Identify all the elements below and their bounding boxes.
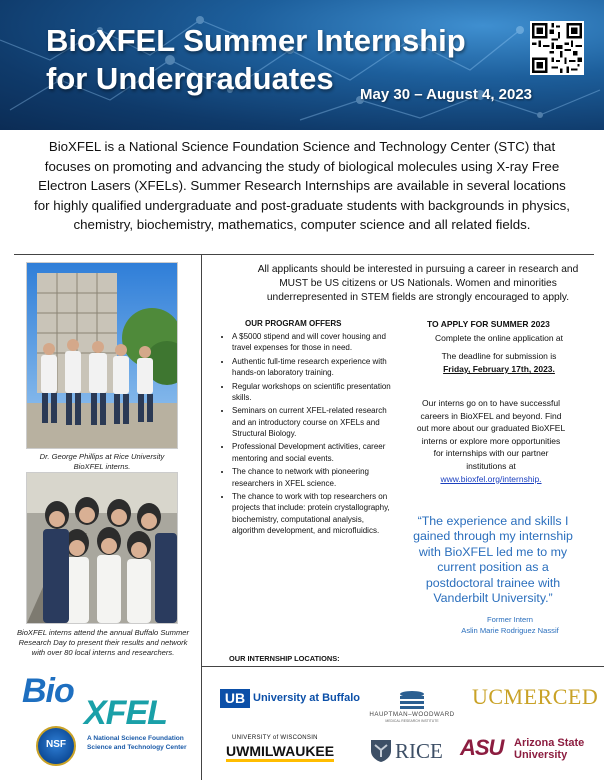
hwi-name: HAUPTMAN–WOODWARD — [369, 711, 455, 718]
eligibility-paragraph: All applicants should be interested in pursuing a career in research and MUST be US citizens or US Nationals. Women and minorities underrepresented in STEM fields are strongly encouraged to apply. — [257, 264, 579, 303]
ub-mark-icon: UB — [220, 689, 250, 708]
offers-heading: OUR PROGRAM OFFERS — [245, 319, 342, 328]
buffalo-interns-photo — [26, 472, 178, 624]
list-item: • Authentic full-time research experience with hands-on laboratory training. — [232, 356, 392, 379]
program-dates: May 30 – August 4, 2023 — [360, 86, 533, 103]
locations-heading: OUR INTERNSHIP LOCATIONS: — [229, 654, 340, 663]
list-item: • A $5000 stipend and will cover housing and travel expenses for those in need. — [232, 331, 392, 354]
apply-heading: TO APPLY FOR SUMMER 2023 — [427, 319, 550, 329]
intro-paragraph: BioXFEL is a National Science Foundation Science and Technology Center (STC) that focuses on promoting and advancing the study of biological molecules using X-ray Free Electron Lasers (XFELs). Summer Research Internships are available in several locations for highly qualified undergraduate and post-graduate students with backgrounds in physics, chemistry, biochemistry, mathematics, computer science and all related fields. — [34, 139, 570, 232]
internship-link[interactable]: www.bioxfel.org/internship. — [440, 473, 542, 484]
hwi-subtitle: MEDICAL RESEARCH INSTITUTE — [385, 719, 439, 723]
rice-name: RICE — [395, 739, 443, 763]
tagline-line-1: A National Science Foundation — [87, 735, 184, 742]
list-item: • Professional Development activities, career mentoring and social events. — [232, 441, 392, 464]
apply-instructions: Complete the online application at — [434, 333, 564, 343]
list-item: • The chance to work with top researchers on projects that include: protein crystallography, biochemistry, computational analysis, algorithm development, and microfluidics. — [232, 491, 392, 536]
title-line-2: for Undergraduates — [46, 61, 334, 96]
asu-name-line-2: University — [514, 749, 568, 761]
quote-role: Former Intern — [487, 615, 533, 624]
buffalo-name: University at Buffalo — [253, 692, 360, 704]
intern-quote: “The experience and skills I gained through my internship with BioXFEL led me to my current position as a postdoctoral trainee with Vanderbilt University.” — [413, 514, 573, 606]
careers-text: Our interns go on to have successful careers in BioXFEL and beyond. Find out more about our graduated BioXFEL interns or explore more opportunities for internships with our partner institutions at — [416, 398, 566, 471]
careers-paragraph — [416, 397, 566, 485]
deadline-date: Friday, February 17th, 2023. — [443, 364, 555, 374]
buffalo-photo-caption: BioXFEL interns attend the annual Buffalo Summer Research Day to present their results and network with over 80 local interns and researchers. — [16, 628, 190, 657]
quote-attribution — [440, 614, 580, 636]
rice-owl-shield-icon — [370, 739, 392, 763]
rice-photo-caption — [22, 452, 182, 472]
tagline-line-2: Science and Technology Center — [87, 743, 187, 751]
asu-name — [514, 737, 584, 761]
ucmerced-logo: UCMERCED — [472, 684, 599, 709]
bioxfel-logo-bio: Bio — [22, 672, 74, 710]
nsf-logo-icon — [36, 726, 76, 766]
qr-code-icon[interactable] — [530, 21, 584, 75]
quote-name: Aslin Marie Rodriguez Nassif — [461, 626, 559, 635]
hwi-building-icon — [398, 690, 426, 710]
nsf-logo-text: NSF — [46, 739, 66, 750]
offers-list — [220, 331, 392, 538]
rice-interns-photo — [26, 262, 178, 449]
column-divider — [201, 254, 202, 780]
rice-caption-line-1: Dr. George Phillips at Rice University — [39, 452, 165, 461]
list-item: • Seminars on current XFEL-related research and an introductory course on XFELs and Structural Biology. — [232, 405, 392, 439]
locations-divider — [201, 666, 604, 667]
section-divider — [14, 254, 594, 255]
header-banner — [0, 0, 604, 130]
asu-mark-icon: ASU — [460, 735, 504, 760]
bioxfel-tagline — [87, 735, 187, 752]
bioxfel-logo-xfel: XFEL — [84, 694, 167, 732]
uw-line: UNIVERSITY of WISCONSIN — [232, 735, 318, 741]
rice-caption-line-2: BioXFEL interns. — [73, 462, 131, 471]
list-item: • The chance to network with pioneering researchers in XFEL science. — [232, 466, 392, 489]
title-line-1: BioXFEL Summer Internship — [46, 23, 466, 58]
asu-name-line-1: Arizona State — [514, 737, 585, 749]
uwm-name: UWMILWAUKEE — [226, 743, 334, 762]
deadline-label: The deadline for submission is — [441, 351, 557, 361]
list-item: • Regular workshops on scientific presentation skills. — [232, 381, 392, 404]
